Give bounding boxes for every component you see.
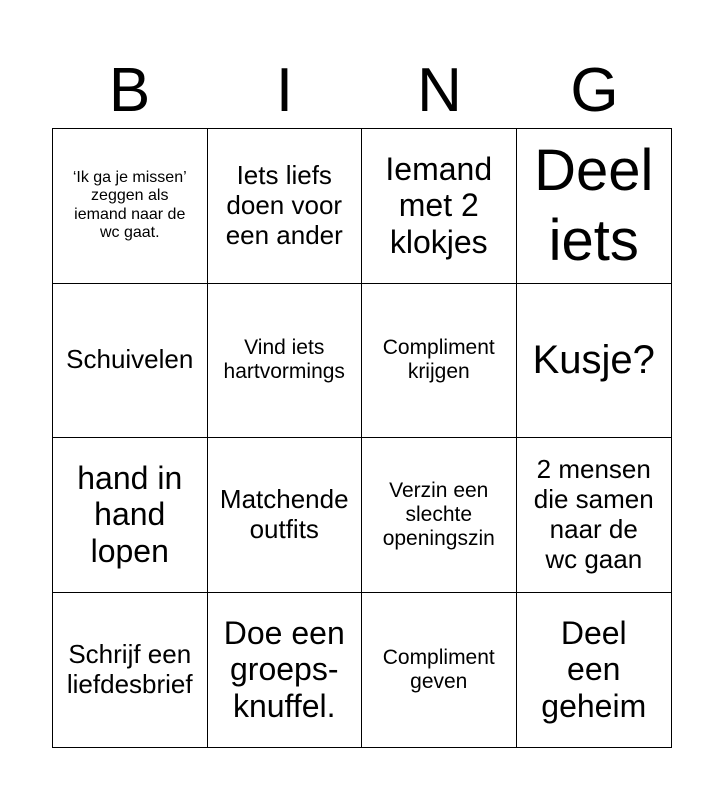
cell-text: Kusje? — [532, 338, 655, 383]
header-letter-i: I — [275, 56, 294, 125]
bingo-cell[interactable] — [208, 593, 363, 748]
cell-text: Deel iets — [534, 138, 654, 273]
bingo-cell[interactable] — [208, 438, 363, 593]
cell-text: Schuivelen — [66, 344, 194, 375]
bingo-cell[interactable] — [517, 129, 672, 284]
bingo-cell[interactable] — [517, 593, 672, 748]
cell-text: Matchende outfits — [219, 483, 349, 544]
cell-text: Compliment krijgen — [382, 336, 495, 384]
cell-text: 2 mensen die samen naar de wc gaan — [533, 453, 654, 574]
bingo-cell[interactable] — [53, 593, 208, 748]
bingo-cell[interactable] — [53, 438, 208, 593]
bingo-grid — [52, 128, 672, 748]
bingo-cell[interactable] — [362, 129, 517, 284]
bingo-cell[interactable] — [517, 438, 672, 593]
cell-text: Verzin een slechte openingszin — [382, 478, 495, 550]
header-letter-b: B — [108, 56, 151, 125]
cell-text: Doe een groeps-knuffel. — [223, 614, 345, 725]
bingo-cell[interactable] — [517, 284, 672, 439]
bingo-cell[interactable] — [362, 438, 517, 593]
header-letter-g: G — [570, 56, 619, 125]
cell-text: Compliment geven — [382, 645, 495, 693]
cell-text: hand in hand lopen — [77, 459, 183, 570]
bingo-cell[interactable] — [53, 129, 208, 284]
bingo-cell[interactable] — [53, 284, 208, 439]
cell-text: Schrijf een liefdesbrief — [66, 638, 193, 699]
bingo-cell[interactable] — [362, 284, 517, 439]
bingo-cell[interactable] — [362, 593, 517, 748]
bingo-cell[interactable] — [208, 129, 363, 284]
bingo-header — [52, 54, 672, 128]
cell-text: Deel een geheim — [541, 614, 647, 725]
cell-text: Vind iets hartvormings — [223, 336, 345, 384]
cell-text: Iets liefs doen voor een ander — [225, 159, 343, 250]
cell-text: Iemand met 2 klokjes — [385, 150, 493, 261]
bingo-cell[interactable] — [208, 284, 363, 439]
cell-text: ‘Ik ga je missen’ zeggen als iemand naar de wc gaat. — [72, 168, 187, 242]
header-letter-n: N — [417, 56, 462, 125]
